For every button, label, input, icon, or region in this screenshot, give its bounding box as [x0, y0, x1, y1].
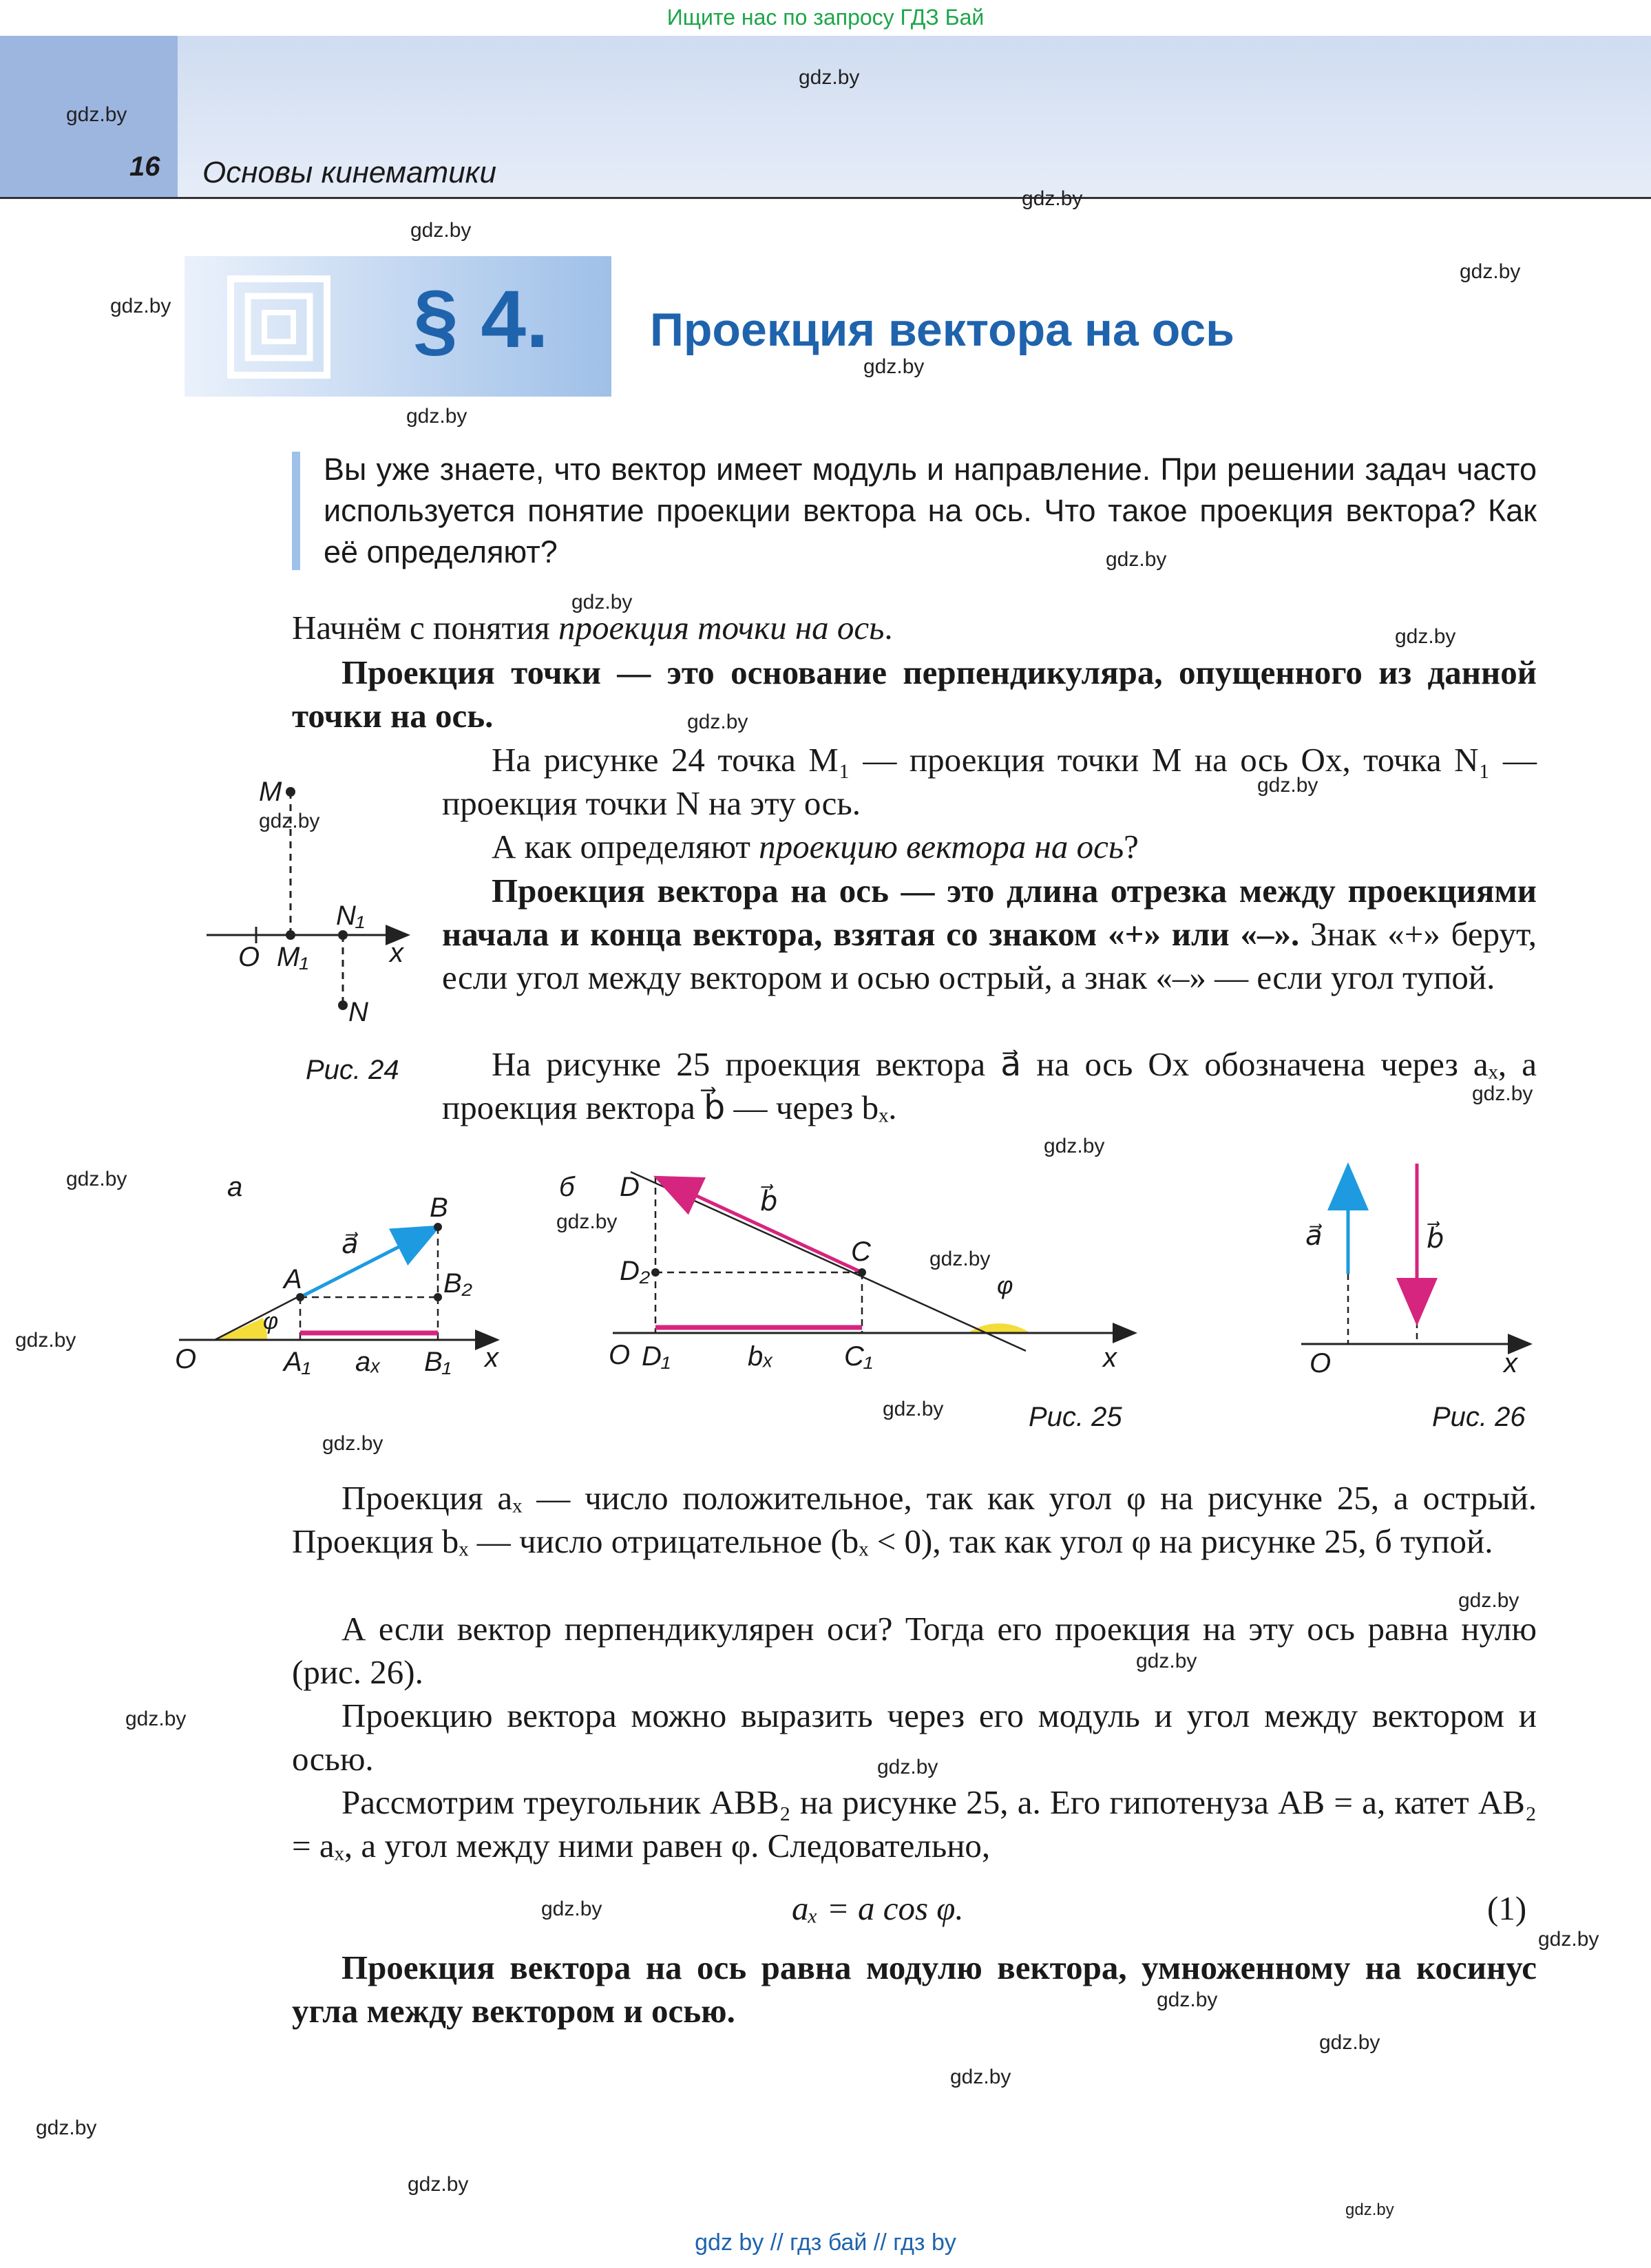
watermark: gdz.by: [125, 1708, 187, 1730]
paragraph-1: [292, 606, 1537, 649]
fig25a-label-a: A: [284, 1264, 302, 1294]
section-title: Проекция вектора на ось: [650, 304, 1234, 356]
footer-links[interactable]: gdz by // гдз бай // гдз by: [695, 2229, 956, 2256]
watermark: gdz.by: [36, 2117, 97, 2139]
fig25a-point-b: [434, 1223, 442, 1231]
watermark: gdz.by: [1319, 2031, 1380, 2054]
watermark: gdz.by: [1472, 1082, 1533, 1105]
fig25b-point-d2: [651, 1268, 660, 1277]
fig24-label-m: M: [259, 777, 282, 807]
watermark: gdz.by: [863, 355, 925, 378]
watermark: gdz.by: [1458, 1589, 1519, 1612]
watermark: gdz.by: [541, 1898, 602, 1920]
p3-end: ?: [1124, 828, 1139, 865]
watermark: gdz.by: [1345, 2201, 1394, 2219]
fig25b-point-c: [858, 1268, 866, 1277]
fig26-label-vec-a: a⃗: [1305, 1221, 1323, 1251]
watermark: gdz.by: [410, 219, 472, 242]
fig25a-vector-a: [300, 1228, 435, 1297]
section-number: § 4.: [413, 274, 549, 365]
watermark: gdz.by: [950, 2066, 1011, 2088]
section-squares-icon: [227, 275, 330, 379]
fig25a-label-vec-a: a⃗: [341, 1229, 359, 1259]
watermark: gdz.by: [571, 591, 633, 613]
fig26-caption: Рис. 26: [1432, 1402, 1526, 1432]
paragraph-5: Проекция aₓ — число положительное, так как угол φ на рисунке 25, а острый. Проекция bₓ — число отрицательное (bₓ < 0), так как угол φ на рисунке 25, б тупой.: [292, 1479, 1537, 1560]
intro-text: Вы уже знаете, что вектор имеет модуль и направление. При решении задач часто используется понятие проекции вектора на ось. Что такое проекция вектора? Как её определяют?: [324, 452, 1537, 569]
paragraph-4: На рисунке 25 проекция вектора a⃗ на ось Ox обозначена через aₓ, а проекция вектора b⃗ — через bₓ.: [442, 1045, 1537, 1126]
fig25a-label-o: O: [175, 1344, 197, 1374]
fig24-point-n: [338, 1000, 348, 1010]
fig24-point-m: [286, 787, 295, 797]
fig25b-label-vec-b: b⃗: [760, 1186, 778, 1217]
fig25b-label-phi: φ: [997, 1271, 1013, 1299]
fig25b-label-c: C: [851, 1237, 871, 1267]
fig26-label-x: x: [1504, 1348, 1517, 1378]
fig26-label-o: O: [1310, 1348, 1332, 1378]
paragraph-8: Рассмотрим треугольник ABB₂ на рисунке 25, а. Его гипотенуза AB = a, катет AB₂ = aₓ, а угол между ними равен φ. Следовательно,: [292, 1783, 1537, 1865]
fig24-label-n: N: [348, 997, 368, 1027]
fig25a-panel-label: а: [227, 1172, 243, 1202]
watermark: gdz.by: [322, 1432, 383, 1455]
paragraph-6: А если вектор перпендикулярен оси? Тогда его проекция на эту ось равна нулю (рис. 26).: [292, 1610, 1537, 1691]
fig25b-label-o: O: [609, 1340, 631, 1370]
fig25a-label-b: B: [430, 1193, 448, 1223]
fig25-caption: Рис. 25: [1029, 1402, 1122, 1432]
fig25b-label-d1: D₁: [642, 1341, 671, 1372]
watermark: gdz.by: [406, 405, 467, 428]
fig25a-label-x: x: [485, 1343, 498, 1373]
p1-term: проекция точки на ось: [558, 609, 885, 647]
fig24-point-m1: [286, 930, 295, 940]
watermark: gdz.by: [66, 103, 127, 126]
watermark: gdz.by: [1538, 1928, 1599, 1951]
fig24-label-x: x: [390, 938, 403, 968]
definition-vector-projection: [442, 869, 1537, 999]
paragraph-7: Проекцию вектора можно выразить через его модуль и угол между вектором и осью.: [292, 1697, 1537, 1778]
p1-end: .: [884, 609, 893, 647]
watermark: gdz.by: [1044, 1135, 1105, 1157]
p3-start: А как определяют: [492, 828, 759, 865]
fig25a-label-ax: aₓ: [355, 1347, 381, 1377]
watermark: gdz.by: [408, 2173, 469, 2196]
header-rule: [0, 197, 1651, 199]
formula-number: (1): [1487, 1889, 1527, 1927]
watermark: gdz.by: [687, 711, 748, 733]
fig25b-label-c1: C₁: [844, 1341, 873, 1372]
watermark: gdz.by: [15, 1329, 76, 1352]
running-title: Основы кинематики: [202, 156, 496, 189]
watermark: gdz.by: [556, 1210, 618, 1233]
top-banner: Ищите нас по запросу ГДЗ Бай: [666, 5, 985, 30]
conclusion: Проекция вектора на ось равна модулю вектора, умноженному на косинус угла между вектором и осью.: [292, 1949, 1537, 2030]
p1-start: Начнём с понятия: [292, 609, 558, 647]
fig25b-label-bx: bₓ: [748, 1341, 774, 1372]
definition-point-projection: Проекция точки — это основание перпендикуляра, опущенного из данной точки на ось.: [292, 653, 1537, 735]
watermark: gdz.by: [1395, 625, 1456, 648]
fig25a-label-b1: B₁: [424, 1347, 452, 1377]
paragraph-2: На рисунке 24 точка M₁ — проекция точки M на ось Ox, точка N₁ — проекция точки N на эту ось.: [442, 741, 1537, 822]
fig25a-label-b2: B₂: [443, 1268, 472, 1299]
p3-term: проекцию вектора на ось: [759, 828, 1124, 865]
watermark: gdz.by: [259, 810, 320, 832]
watermark: gdz.by: [1022, 187, 1083, 210]
fig24-label-m1: M₁: [277, 942, 308, 972]
watermark: gdz.by: [1136, 1650, 1197, 1672]
fig24-label-o: O: [238, 942, 260, 972]
fig25b-label-d2: D₂: [620, 1256, 651, 1286]
watermark: gdz.by: [1157, 1988, 1218, 2011]
fig25a-label-phi: φ: [263, 1308, 279, 1334]
fig25a-label-a1: A₁: [284, 1347, 311, 1377]
fig25a-point-b2: [434, 1293, 442, 1301]
watermark: gdz.by: [929, 1248, 991, 1270]
fig25b-label-d: D: [620, 1172, 640, 1202]
fig24-label-n1: N₁: [336, 901, 365, 931]
figure-25b: [606, 1157, 1157, 1363]
fig25b-label-x: x: [1103, 1343, 1117, 1373]
fig24-point-n1: [338, 930, 348, 940]
watermark: gdz.by: [110, 295, 171, 317]
watermark: gdz.by: [1460, 260, 1521, 283]
watermark: gdz.by: [877, 1756, 938, 1778]
watermark: gdz.by: [799, 66, 860, 89]
intro-bar: [292, 452, 300, 570]
watermark: gdz.by: [66, 1168, 127, 1190]
formula-1: aₓ = a cos φ.: [792, 1889, 964, 1927]
paragraph-3: [442, 825, 1537, 868]
fig24-caption: Рис. 24: [306, 1055, 399, 1085]
def2-rest: Знак «+» берут, если угол между вектором и осью острый, а знак «–» — если угол тупой.: [442, 915, 1537, 996]
fig26-label-vec-b: b⃗: [1427, 1224, 1444, 1254]
watermark: gdz.by: [1106, 548, 1167, 571]
fig25b-panel-label: б: [559, 1172, 575, 1202]
def2-bold: Проекция вектора на ось — это длина отрезка между проекциями начала и конца вектора, взятая со знаком «+» или «–».: [442, 872, 1537, 953]
figure-26: [1294, 1157, 1542, 1363]
watermark: gdz.by: [1257, 774, 1318, 797]
page-number: 16: [129, 151, 160, 182]
watermark: gdz.by: [883, 1398, 944, 1420]
